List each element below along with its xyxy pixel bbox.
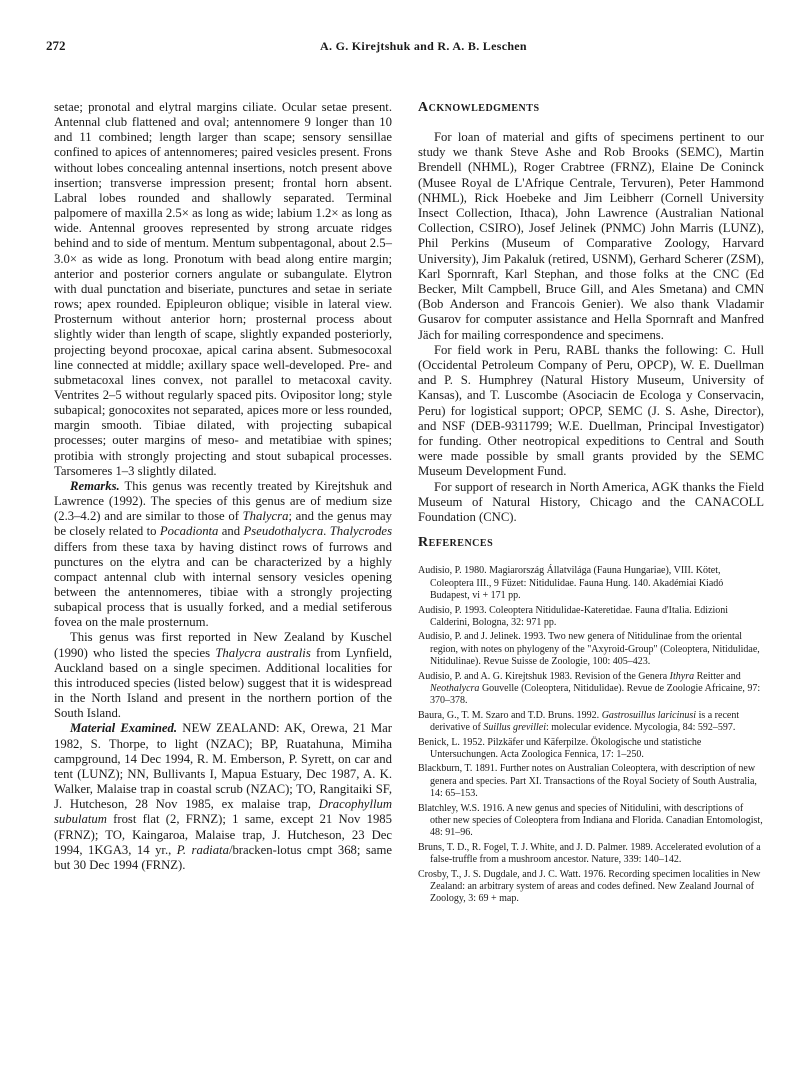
species-gastrosuillus: Gastrosuillus laricinusi — [601, 709, 697, 721]
right-column — [418, 100, 764, 908]
remarks-text-3: and — [218, 524, 244, 539]
reference-entry — [418, 710, 764, 735]
references-heading: References — [418, 535, 494, 551]
ack-paragraph-1: For loan of material and gifts of specimens pertinent to our study we thank Steve Ashe and Rob Brooks (SEMC), Martin Brendell (NHML), Roger Crabtree (FRNZ), Elaine De Coninck (Musee Royal de L'Afrique Centrale, Tervuren), Peter Hammond (NHML), Rick Hoebeke and Jim Leibherr (Cornell University Insect Collection, Ithaca), John Lawrence (Australian National Collection, CSIRO), Josef Jelinek (PNMC) John Marris (LUNZ), Phil Perkins (Museum of Comparative Zoology, Harvard University), Jim Pakaluk (retired, USNM), Gerhard Scherer (ZSM), Karl Spornraft, Karl Stephan, and those folks at the CNC (Ed Becker, Milt Campbell, Bruce Gill, and Ales Smetana) and CMN (Bob Anderson and Francois Genier). We also thank Vladamir Gusarov for computer assistance and Hella Spornraft and Manfred Jäch for mailing correspondence and specimens. — [418, 130, 764, 342]
reference-entry: Audisio, P. and J. Jelinek. 1993. Two new genera of Nitidulinae from the oriental region, with notes on phylogeny of the "Axyroid-Group" (Coleoptera, Nitidulidae, Nitidulinae). Revue Suisse de Zoologie, 100: 405–423. — [418, 631, 760, 668]
running-head: A. G. Kirejtshuk and R. A. B. Leschen — [320, 39, 527, 53]
species-thalycra-australis: Thalycra australis — [215, 645, 311, 660]
acknowledgments-heading: Acknowledgments — [418, 100, 540, 115]
genus-pocadionta: Pocadionta — [159, 524, 219, 539]
reference-entry: Benick, L. 1952. Pilzkäfer und Käferpilze. Ökologische und statistiche Untersuchungen. Acta Zoologica Fennica, 17: 1–250. — [418, 736, 702, 760]
material-label: Material Examined. — [70, 721, 178, 736]
ref-text: Gouvelle (Coleoptera, Nitidulidae). Revue de Zoologie Africaine, 97: 370–378. — [430, 682, 761, 707]
page-number: 272 — [46, 38, 66, 53]
remarks-paragraph — [54, 479, 392, 631]
species-dracophyllum: Dracophyllum subulatum — [54, 797, 392, 827]
remarks-label: Remarks. — [70, 478, 120, 493]
page-header — [0, 38, 800, 58]
species-radiata: P. radiata — [176, 842, 229, 857]
genus-ithyra: Ithyra — [669, 670, 695, 682]
acknowledgments-section — [418, 130, 764, 525]
ref-text: Audisio, P. and A. G. Kirejtshuk 1983. Revision of the Genera — [418, 670, 670, 682]
material-text-3: /bracken-lotus cmpt 368; same but 30 Dec 1994 (FRNZ). — [54, 842, 392, 872]
genus-thalycrodes: Thalycrodes — [329, 524, 393, 539]
ack-paragraph-2: For field work in Peru, RABL thanks the following: C. Hull (Occidental Petroleum Company of Peru, OPCP), W. E. Duellman and P. S. Humphrey (Natural History Museum, University of Kansas), and T. Luscombe (Asociacin de Ecologa y Conservacin, Peru) for logistical support; OPCP, SEMC (J. S. Ashe, Director), and NSF (DEB-9311799; W.E. Duellman, Principal Investigator) for funding. Other neotropical expeditions to Central and South were made possible by small grants provided by the SEMC Museum Development Fund. — [418, 342, 764, 479]
reference-entry — [418, 671, 764, 708]
nz-text-1: This genus was first reported in New Zealand by Kuschel (1990) who listed the species — [54, 630, 392, 660]
remarks-text-1: This genus was recently treated by Kirejtshuk and Lawrence (1992). The species of this genus are of medium size (2.3–4.2) and are similar to those of — [54, 478, 392, 524]
remarks-text-5: differs from these taxa by having distinct rows of furrows and punctures on the elytra and can be characterized by a highly compact antennal club with internal sensory vesicles opening between the antennomeres, tibiae with a strongly projecting subapical process that is usually forked, and a medial setiferous fovea on the male prosternum. — [54, 539, 392, 630]
ack-paragraph-3: For support of research in North America, AGK thanks the Field Museum of Natural History, Chicago and the CANACOLL Foundation (CNC). — [418, 479, 764, 525]
ref-text: : molecular evidence. Mycologia, 84: 592–597. — [546, 722, 736, 734]
material-examined-paragraph — [54, 721, 392, 873]
nz-text-2: from Lynfield, Auckland based on a single specimen. Additional localities for this introduced species (listed below) suggest that it is widespread in the North Island and present in the northern portion of the South Island. — [54, 645, 392, 721]
ref-text: Baura, G., T. M. Szaro and T.D. Bruns. 1992. — [418, 709, 602, 721]
left-column — [54, 100, 392, 873]
remarks-text-4: . — [323, 524, 330, 539]
genus-thalycra: Thalycra — [242, 509, 289, 524]
references-list — [418, 565, 764, 906]
material-text-1: NEW ZEALAND: AK, Orewa, 21 Mar 1982, S. Thorpe, to light (NZAC); BP, Ruatahuna, Mimiha campground, 14 Dec 1994, R. M. Emberson, P. Syrett, on car and tent (LUNZ); NN, Bullivants I, Mapua Estuary, Dec 1987, A. K. Walker, Malaise trap in coastal scrub (NZAC); TO, Rangitaiki SF, J. Hutcheson, 28 Nov 1985, ex malaise trap, — [54, 721, 392, 812]
reference-entry: Crosby, T., J. S. Dugdale, and J. C. Watt. 1976. Recording specimen localities in New Zealand: an arbitrary system of areas and codes defined. New Zealand Journal of Zoology, 3: 69 + map. — [418, 868, 761, 905]
reference-entry: Audisio, P. 1993. Coleoptera Nitidulidae-Kateretidae. Fauna d'Italia. Edizioni Calderini, Bologna, 32: 971 pp. — [418, 604, 729, 628]
ref-text: Reitter and — [694, 670, 741, 682]
nz-report-paragraph — [54, 630, 392, 721]
genus-pseudothalycra: Pseudothalycra — [243, 524, 324, 539]
material-text-2: frost flat (2, FRNZ); 1 same, except 21 Nov 1985 (FRNZ); TO, Kaingaroa, Malaise trap, J. Hutcheson, 23 Dec 1994, 1KGA3, 14 yr., — [54, 812, 392, 857]
reference-entry: Bruns, T. D., R. Fogel, T. J. White, and J. D. Palmer. 1989. Accelerated evolution of a false-truffle from a mushroom ancestor. Nature, 339: 140–142. — [418, 841, 761, 866]
species-suillus: Suillus grevillei — [483, 722, 546, 734]
genus-neothalycra: Neothalycra — [430, 682, 480, 694]
ref-text: is a recent derivative of — [430, 709, 740, 734]
description-paragraph: setae; pronotal and elytral margins ciliate. Ocular setae present. Antennal club flattened and oval; antennomere 9 longer than 10 and 11 combined; length larger than scape; sensory sensillae confined to apices of antennomeres; paired vesicles present. Frons without lobes concealing antennal insertions, notch present above insertion; transverse impression present; frontal horn absent. Labral lobes rounded and shallowly separated. Terminal palpomere of maxilla 2.5× as long as wide; labium 1.2× as long as wide. Antennal grooves represented by strong arcuate ridges behind and to side of mentum. Mentum subpentagonal, about 2.5–3.0× as wide as long. Pronotum with bead along entire margin; anterior and posterior corners angulate or subangulate. Elytron with dual punctation and biseriate, punctures and setae in seriate rows; apex rounded. Epipleuron oblique; visible in lateral view. Prosternum without anterior horn; prosternal process about slightly wider than length of scape, slightly expanded posteriorly, projecting beyond procoxae, apical carina absent. Submesocoxal line connected at middle; axillary space well-developed. Pre- and submetacoxal lines convex, not parallel to metacoxal cavity. Ventrites 2–5 without regularly spaced pits. Ovipositor long; style subapical; gonocoxites not separated, apices more or less rounded, margin smooth. Tibiae dilated, with projecting subapical processes; outer margins of meso- and metatibiae with spines; protibia with strongly projecting and stout subapical processes. Tarsomeres 1–3 slightly dilated. — [54, 100, 392, 478]
reference-entry: Blackburn, T. 1891. Further notes on Australian Coleoptera, with description of new genera and species. Part XI. Transactions of the Royal Society of South Australia, 14: 65–153. — [418, 763, 757, 800]
reference-entry: Audisio, P. 1980. Magiarország Állatvilága (Fauna Hungariae), VIII. Kötet, Coleoptera III., 9 Füzet: Nitidulidae. Fauna Hung. 140. Akadémiai Kiadó Budapest, vi + 171 pp. — [418, 565, 724, 602]
remarks-text-2: ; and the genus may be closely related to — [54, 509, 392, 539]
reference-entry: Blatchley, W.S. 1916. A new genus and species of Nitidulini, with descriptions of other new species of Coleoptera from Indiana and Florida. Canadian Entomologist, 48: 91–96. — [418, 802, 763, 839]
